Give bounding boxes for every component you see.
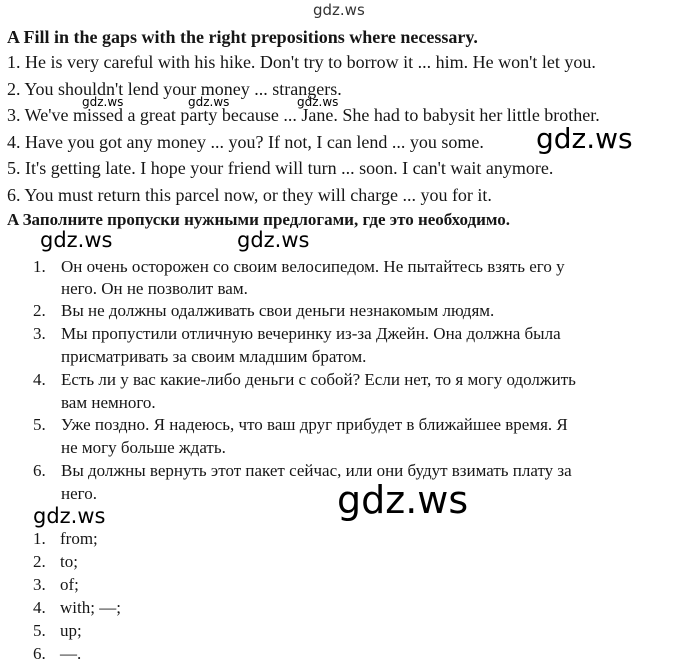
answer-number: 3. [33, 575, 46, 594]
watermark-small: gdz.ws [297, 95, 339, 109]
english-item: 5. It's getting late. I hope your friend will turn ... soon. I can't wait anymore. [7, 158, 554, 178]
russian-item-line: него. Он не позволит вам. [61, 279, 248, 298]
russian-item-number: 1. [33, 257, 46, 276]
answer-number: 1. [33, 529, 46, 548]
russian-item-number: 3. [33, 324, 46, 343]
answer-number: 4. [33, 598, 46, 617]
english-heading: A Fill in the gaps with the right prepositions where necessary. [7, 27, 478, 47]
answer-number: 6. [33, 644, 46, 663]
russian-item-number: 6. [33, 461, 46, 480]
russian-item-line: Есть ли у вас какие-либо деньги с собой? Если нет, то я могу одолжить [61, 370, 576, 389]
answer-text: to; [60, 552, 78, 571]
english-item: 3. We've missed a great party because ... Jane. She had to babysit her little brother. [7, 105, 600, 125]
answer-text: of; [60, 575, 79, 594]
watermark-small: gdz.ws [188, 95, 230, 109]
russian-item-number: 4. [33, 370, 46, 389]
answer-number: 2. [33, 552, 46, 571]
english-item: 1. He is very careful with his hike. Don't try to borrow it ... him. He won't let you. [7, 52, 596, 72]
russian-item-line: не могу больше ждать. [61, 438, 226, 457]
watermark-medium: gdz.ws [40, 228, 113, 252]
russian-item-number: 2. [33, 301, 46, 320]
russian-item-number: 5. [33, 415, 46, 434]
answer-text: —. [60, 644, 82, 663]
english-item: 2. You shouldn't lend your money ... strangers. [7, 79, 342, 99]
russian-item-line: Уже поздно. Я надеюсь, что ваш друг прибудет в ближайшее время. Я [61, 415, 568, 434]
answer-text: with; —; [60, 598, 121, 617]
russian-item-line: Вы должны вернуть этот пакет сейчас, или они будут взимать плату за [61, 461, 572, 480]
answer-text: from; [60, 529, 98, 548]
russian-item-line: Мы пропустили отличную вечеринку из-за Джейн. Она должна была [61, 324, 561, 343]
russian-item-line: Он очень осторожен со своим велосипедом. Не пытайтесь взять его у [61, 257, 565, 276]
russian-heading: A Заполните пропуски нужными предлогами, где это необходимо. [7, 210, 511, 229]
answer-text: up; [60, 621, 82, 640]
watermark-medium: gdz.ws [237, 228, 310, 252]
watermark-large: gdz.ws [337, 478, 469, 522]
english-item: 6. You must return this parcel now, or they will charge ... you for it. [7, 185, 492, 205]
watermark-small: gdz.ws [82, 95, 124, 109]
watermark-top: gdz.ws [313, 1, 365, 19]
watermark-medium: gdz.ws [33, 504, 106, 528]
russian-item-line: него. [61, 484, 97, 503]
answer-number: 5. [33, 621, 46, 640]
russian-item-line: присматривать за своим младшим братом. [61, 347, 367, 366]
russian-item-line: вам немного. [61, 393, 156, 412]
english-item: 4. Have you got any money ... you? If not, I can lend ... you some. [7, 132, 484, 152]
russian-item-line: Вы не должны одалживать свои деньги незнакомым людям. [61, 301, 495, 320]
watermark-medium: gdz.ws [536, 122, 633, 155]
